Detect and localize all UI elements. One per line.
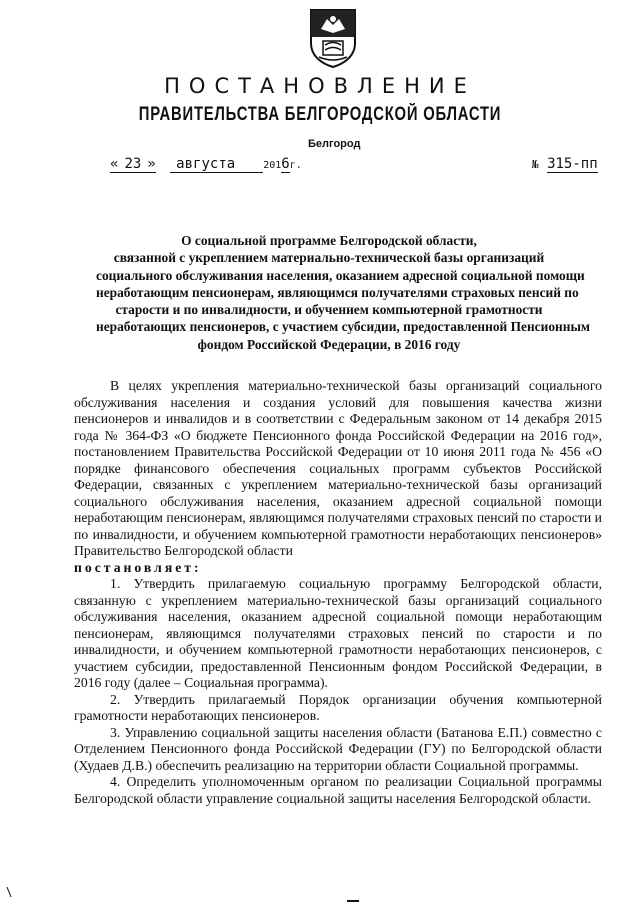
document-type-heading: ПОСТАНОВЛЕНИЕ [164, 74, 476, 98]
title-line: связанной с укреплением материально-технической базы организаций [113, 250, 545, 266]
title-line: О социальной программе Белгородской области, [181, 233, 477, 248]
document-date [110, 156, 302, 173]
document-body [74, 378, 602, 807]
item-2-paragraph: 2. Утвердить прилагаемый Порядок организации обучения компьютерной грамотности неработающих пенсионеров. [74, 691, 602, 723]
number-value: 315-пп [547, 156, 598, 172]
title-line: старости и по инвалидности, и обучением компьютерной грамотности [115, 302, 543, 318]
date-month: августа [170, 156, 263, 173]
coat-of-arms-icon [307, 7, 359, 69]
issuer-heading: ПРАВИТЕЛЬСТВА БЕЛГОРОДСКОЙ ОБЛАСТИ [138, 104, 502, 125]
date-year-digit: 6 [281, 156, 290, 172]
date-open-quote: « [110, 156, 119, 172]
item-3-paragraph: 3. Управлению социальной защиты населения области (Батанова Е.П.) совместно с Отделением Пенсионного фонда Российской Федерации (ГУ) по Белгородской области (Худаев Д.В.) обеспечить реализацию на территории области Социальной программы. [74, 724, 602, 773]
date-close-quote: » [147, 156, 156, 172]
date-year-suffix: г. [289, 160, 302, 171]
item-4-paragraph: 4. Определить уполномоченным органом по реализации Социальной программы Белгородской области управление социальной защиты населения Белгородской области. [74, 774, 602, 806]
title-line: фондом Российской Федерации, в 2016 году [197, 336, 461, 352]
date-year-prefix: 201 [263, 160, 282, 171]
date-day: 23 [118, 156, 147, 173]
resolve-word: постановляет: [74, 559, 202, 575]
number-sign: № [532, 158, 539, 171]
scan-dash-icon [347, 900, 359, 902]
title-line: неработающим пенсионерам, являющимся получателями страховых пенсий по [96, 284, 579, 300]
preamble-paragraph: В целях укрепления материально-технической базы организаций социального обслуживания населения и создания условий для повышения качества жизни пенсионеров и инвалидов и в соответствии с Федеральным законом от 14 декабря 2015 года № 364-ФЗ «О бюджете Пенсионного фонда Российской Федерации на 2016 год», постановлением Правительства Российской Федерации от 10 июня 2011 года № 456 «О порядке финансового обеспечения социальных программ субъектов Российской Федерации, связанных с укреплением материально-технической базы организаций социального обслуживания населения, оказанием адресной социальной помощи неработающим пенсионерам, являющимся получателями страховых пенсий по старости и по инвалидности, и обучением компьютерной грамотности неработающих пенсионеров» Правительство Белгородской области [74, 378, 602, 558]
city-label: Белгород [308, 138, 361, 150]
document-title [96, 232, 591, 353]
item-1-paragraph: 1. Утвердить прилагаемую социальную программу Белгородской области, связанную с укреплением материально-технической базы организаций социального обслуживания населения, оказанием адресной социальной помощи неработающим пенсионерам, являющимся получателями страховых пенсий по старости и по инвалидности, и обучением компьютерной грамотности неработающих пенсионеров, с участием субсидии, предоставленной Пенсионным фондом Российской Федерации, в 2016 году (далее – Социальная программа). [74, 576, 602, 690]
title-line: социального обслуживания населения, оказанием адресной социальной помощи [96, 267, 585, 283]
scan-mark-icon [6, 887, 12, 897]
document-number [532, 156, 598, 172]
title-line: неработающих пенсионеров, с участием субсидии, предоставленной Пенсионным [96, 319, 591, 335]
